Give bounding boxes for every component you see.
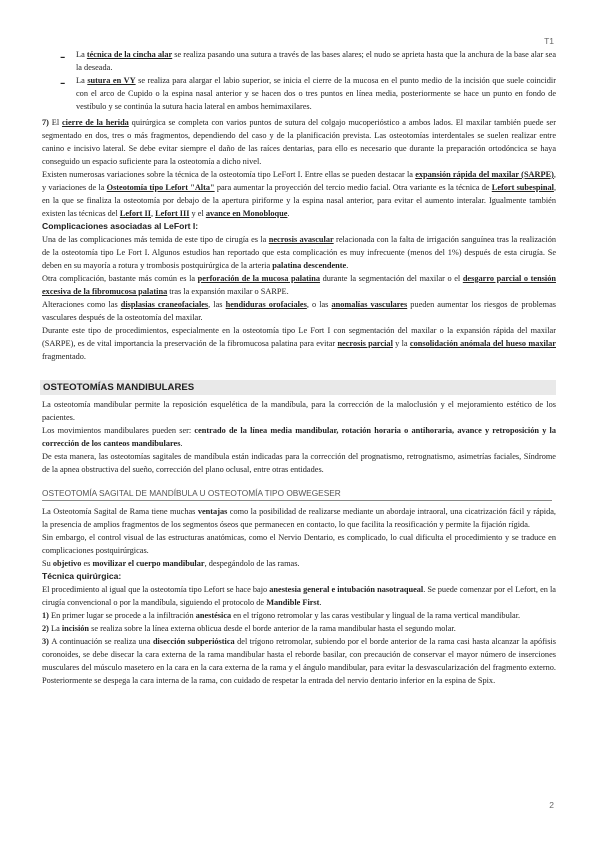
complications-paragraph-4: Durante este tipo de procedimientos, especialmente en la osteotomía tipo Le Fort I con segmentación del maxilar o la expansión rápida del maxilar (SARPE), es de vital importancia la preservación de la fibromucosa palatina para evitar necrosis parcial y la consolidación anómala del hueso maxilar fragmentado. xyxy=(42,326,556,361)
variants-paragraph: Existen numerosas variaciones sobre la técnica de la osteotomía tipo LeFort I. Entre ellas se pueden destacar la expansión rápida del maxilar (SARPE), y variaciones de la Osteotomía tipo Lefort "Alta" para aumentar la proyección del tercio medio facial. Otra variante es la técnica de Lefort subespinal, en la que se finaliza la osteotomía por debajo de la apertura piriforme y la espina nasal anterior, para evitar el aumento interalar. Igualmente también existen las técnicas del Lefort II, Lefort III y el avance en Monobloque. xyxy=(42,170,557,218)
bullet-item-vy: - La sutura en VY se realiza para alargar el labio superior, se inicia el cierre de la mucosa en el punto medio de la incisión que suele coincidir con el arco de Cupido o la espina nasal anterior y se hacen dos o tres puntos en línea media, posteriormente se hace un punto en fondo de vestíbulo y se continúa la sutura hacia lateral en ambos hemimaxilares. xyxy=(60,74,556,111)
page-number: 2 xyxy=(549,800,554,810)
section-heading-mandibular: OSTEOTOMÍAS MANDIBULARES xyxy=(40,380,556,395)
term: sutura en VY xyxy=(87,76,136,85)
sagittal-paragraph-1: La Osteotomía Sagital de Rama tiene muchas ventajas como la posibilidad de realizarse mediante un abordaje intraoral, una cicatrización fácil y rápida, la presencia de amplios fragmentos de los segmentos óseos que permanecen en contacto, lo que facilita la reosificación y permite la fijación rígida. xyxy=(42,507,557,529)
document-page xyxy=(42,48,556,687)
sagittal-paragraph-2: Sin embargo, el control visual de las estructuras anatómicas, como el Nervio Dentario, es complicado, lo cual dificulta el procedimiento y se traduce en complicaciones postquirúrgicas. xyxy=(42,533,556,555)
complications-paragraph-3: Alteraciones como las displasias craneofaciales, las hendiduras orofaciales, o las anomalías vasculares pueden aumentar los riesgos de problemas vasculares después de la osteotomía del maxilar. xyxy=(42,300,556,322)
bullet-item-cincha: - La técnica de la cincha alar se realiza pasando una sutura a través de las bases alares; el nudo se aprieta hasta que la anchura de la base alar sea la deseada. xyxy=(60,48,557,72)
mandibular-paragraph-3: De esta manera, las osteotomías sagitales de mandíbula están indicadas para la corrección del prognatismo, retrognatismo, asimetrías faciales, Síndrome de la apnea obstructiva del sueño, corrección del plano oclusal, entre otras entidades. xyxy=(42,452,556,474)
technique-step-3: 3) A continuación se realiza una disección subperióstica del trígono retromolar, subiendo por el borde anterior de la rama casi hasta alcanzar la apófisis coronoides, se debe disecar la cara externa de la rama mandibular hasta el reborde basilar, con precaución de conservar el mayor número de inserciones musculares del músculo masetero en la cara en la cara externa de la rama y el ángulo mandibular, para evitar la desvascularización del fragmento externo. Posteriormente se despega la cara interna de la rama, con cuidado de respetar la entrada del nervio dentario inferior en la espina de Spix. xyxy=(42,637,556,685)
subsection-heading-sagittal: OSTEOTOMÍA SAGITAL DE MANDÍBULA U OSTEOTOMÍA TIPO OBWEGESER xyxy=(42,487,552,501)
header-tag: T1 xyxy=(544,36,554,46)
technique-heading: Técnica quirúrgica: xyxy=(42,571,122,581)
closure-paragraph: 7) El cierre de la herida quirúrgica se completa con varios puntos de sutura del colgajo mucoperióstico a ambos lados. El maxilar también puede ser segmentado en dos, tres o más fragmentos, dependiendo del caso y de la planificación prevista. Las osteotomías interdentales se suelen realizar entre canino e incisivo lateral. Se debe evitar siempre el daño de las raíces dentarias, para ello es necesario que durante la preparación ortodóncica se haya conseguido un espacio suficiente para la osteotomía a dicho nivel. xyxy=(42,118,556,166)
bullet-dash: - xyxy=(60,74,66,91)
complications-paragraph-1: Una de las complicaciones más temida de este tipo de cirugía es la necrosis avascular relacionada con la falta de irrigación sanguínea tras la realización de la osteotomía tipo Le Fort I. Algunos estudios han reportado que esta complicación es muy infrecuente (menos del 1%) después de esta cirugía. Se deben en su mayoría a rotura y trombosis postquirúrgica de la arteria palatina descendente. xyxy=(42,235,557,270)
complications-paragraph-2: Otra complicación, bastante más común es la perforación de la mucosa palatina durante la segmentación del maxilar o el desgarro parcial o tensión excesiva de la fibromucosa palatina tras la expansión maxilar o SARPE. xyxy=(42,274,556,296)
technique-paragraph-1: El procedimiento al igual que la osteotomía tipo Lefort se hace bajo anestesia general e intubación nasotraqueal. Se puede comenzar por el Lefort, en la cirugía convencional o por la mandíbula, siguiendo el protocolo de Mandible First. xyxy=(42,585,556,607)
mandibular-paragraph-1: La osteotomía mandibular permite la reposición esquelética de la mandíbula, para la corrección de la maloclusión y el mejoramiento estético de los pacientes. xyxy=(42,400,556,422)
mandibular-paragraph-2: Los movimientos mandibulares pueden ser: centrado de la línea media mandibular, rotación horaria o antihoraria, avance y retroposición y la corrección de los canteos mandibulares. xyxy=(42,426,556,448)
sagittal-paragraph-3: Su objetivo es movilizar el cuerpo mandibular, despegándolo de las ramas. xyxy=(42,559,300,568)
complications-heading: Complicaciones asociadas al LeFort I: xyxy=(42,221,199,231)
term: técnica de la cincha alar xyxy=(86,50,173,59)
technique-step-2: 2) La incisión se realiza sobre la línea externa oblicua desde el borde anterior de la rama mandibular hasta el segundo molar. xyxy=(42,624,456,633)
bullet-dash: - xyxy=(60,48,66,65)
technique-step-1: 1) En primer lugar se procede a la infiltración anestésica en el trígono retromolar y las caras vestibular y lingual de la rama vertical mandibular. xyxy=(42,611,521,620)
